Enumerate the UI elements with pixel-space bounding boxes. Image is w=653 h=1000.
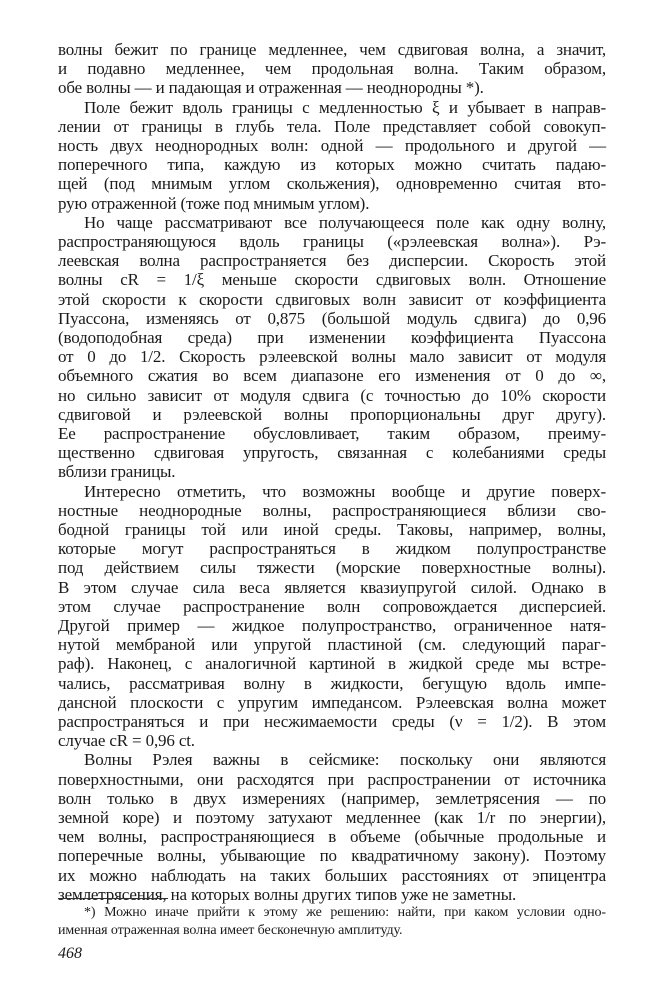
text-line: лении от границы в глубь тела. Поле представляет собой совокуп-: [58, 116, 606, 136]
text-line: Но чаще рассматривают все получающееся поле как одну волну,: [84, 212, 606, 232]
text-line: чались, рассматривая волну в жидкости, бегущую вдоль импе-: [58, 673, 606, 693]
text-line: Ее распространение обусловливает, таким образом, преиму-: [58, 424, 606, 443]
text-line: этой скорости к скорости сдвиговых волн зависит от коэффициента: [58, 289, 606, 309]
footnote-line: *) Можно иначе прийти к этому же решению: найти, при каком условии одно-: [84, 905, 606, 920]
text-line: рую отраженной (тоже под мнимым углом).: [58, 193, 370, 213]
text-line: но сильно зависит от модуля сдвига (с точностью до 10% скорости: [58, 385, 606, 405]
text-line: Поле бежит вдоль границы с медленностью ξ и убывает в направ-: [84, 97, 606, 117]
footnote-separator: [58, 898, 168, 899]
text-line: Волны Рэлея важны в сейсмике: поскольку они являются: [84, 750, 606, 770]
text-line: Пуассона, изменяясь от 0,875 (большой модуль сдвига) до 0,96: [58, 308, 606, 328]
text-line: чем волны, распространяющиеся в объеме (обычные продольные и: [58, 827, 606, 847]
text-line: их можно наблюдать на таких больших расстояниях от эпицентра: [58, 865, 606, 885]
text-line: леевская волна распространяется без дисперсии. Скорость этой: [58, 251, 606, 271]
text-line: волны бежит по границе медленнее, чем сдвиговая волна, а значит,: [58, 40, 606, 59]
text-line: обе волны — и падающая и отраженная — неоднородны *).: [58, 78, 484, 98]
text-line: землетрясения, на которых волны других типов уже не заметны.: [58, 884, 517, 904]
text-line: щей (под мнимым углом скольжения), одновременно считая вто-: [58, 174, 606, 194]
text-line: Интересно отметить, что возможны вообще и другие поверх-: [84, 481, 606, 501]
text-line: сдвиговой и рэлеевской волны пропорциональны друг другу).: [58, 404, 606, 424]
text-line: поперечного типа, каждую из которых можно считать падаю-: [58, 155, 606, 175]
text-line: волн только в двух измерениях (например, землетрясения — по: [58, 788, 606, 808]
text-line: от 0 до 1/2. Скорость рэлеевской волны мало зависит от модуля: [58, 347, 606, 367]
text-line: дансной плоскости с упругим импедансом. Рэлеевская волна может: [58, 692, 606, 712]
text-line: земной коре) и поэтому затухают медленнее (как 1/r по энергии),: [58, 808, 606, 827]
text-line: объемного сжатия во всем диапазоне его изменения от 0 до ∞,: [58, 366, 606, 386]
text-line: и подавно медленнее, чем продольная волна. Таким образом,: [58, 59, 606, 79]
page-number: 468: [58, 945, 82, 962]
text-line: под действием силы тяжести (морские поверхностные волны).: [58, 558, 606, 578]
text-line: Другой пример — жидкое полупространство, ограниченное натя-: [58, 616, 606, 635]
text-line: случае cR = 0,96 ct.: [58, 731, 195, 751]
text-line: (водоподобная среда) при изменении коэффициента Пуассона: [58, 328, 606, 347]
text-line: распространяющуюся вдоль границы («рэлеевская волна»). Рэ-: [58, 232, 606, 251]
text-line: нутой мембраной или упругой пластиной (см. следующий параг-: [58, 635, 606, 655]
text-line: вблизи границы.: [58, 462, 176, 482]
text-line: бодной границы той или иной среды. Таковы, например, волны,: [58, 520, 606, 539]
text-line: распространяться и при несжимаемости среды (ν = 1/2). В этом: [58, 712, 606, 731]
text-line: В этом случае сила веса является квазиупругой силой. Однако в: [58, 577, 606, 597]
text-line: которые могут распространяться в жидком полупространстве: [58, 539, 606, 559]
text-line: этом случае распространение волн сопровождается дисперсией.: [58, 596, 606, 616]
text-line: поверхностными, они расходятся при распространении от источника: [58, 769, 606, 789]
text-line: ность двух неоднородных волн: одной — продольного и другой —: [58, 136, 606, 155]
text-line: поперечные волны, убывающие по квадратичному закону). Поэтому: [58, 846, 606, 866]
text-line: щественно сдвиговая упругость, связанная с колебаниями среды: [58, 443, 606, 463]
text-line: волны cR = 1/ξ меньше скорости сдвиговых волн. Отношение: [58, 270, 606, 290]
text-line: ностные неоднородные волны, распространяющиеся вблизи сво-: [58, 500, 606, 520]
footnote-line: именная отраженная волна имеет бесконечную амплитуду.: [58, 923, 403, 938]
text-line: раф). Наконец, с аналогичной картиной в жидкой среде мы встре-: [58, 654, 606, 674]
